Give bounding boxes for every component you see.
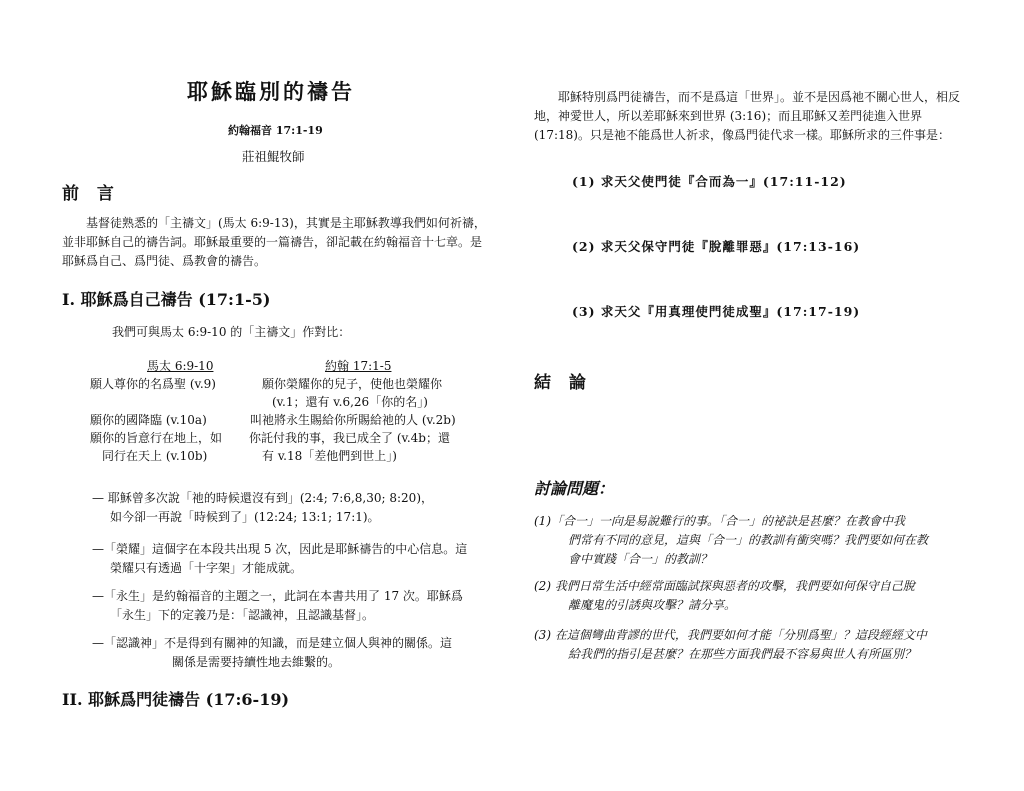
bullet-line: —「認識神」不是得到有關神的知識，而是建立個人與神的關係。這 [92, 636, 453, 650]
compare-row: 願你榮耀你的兒子，使他也榮耀你 [262, 377, 443, 391]
section2-heading: II. 耶穌爲門徒禱告 (17:6-19) [62, 690, 290, 709]
compare-row: 願你的國降臨 (v.10a) [90, 413, 207, 427]
compare-row: 同行在天上 (v.10b) [102, 449, 208, 463]
bullet-line: 如今卻一再說「時候到了」(12:24; 13:1; 17:1)。 [110, 510, 380, 524]
compare-row: 有 v.18「差他們到世上」) [262, 449, 397, 463]
bullet-line: —「榮耀」這個字在本段共出現 5 次，因此是耶穌禱告的中心信息。這 [92, 542, 468, 556]
compare-left-head: 馬太 6:9-10 [147, 359, 214, 373]
question-line: 給我們的指引是甚麼？在那些方面我們最不容易與世人有所區別？ [568, 647, 917, 661]
bullet-line: 關係是需要持續性地去維繫的。 [172, 655, 341, 669]
question-line: 們常有不同的意見，這與「合一」的教訓有衝突嗎？我們要如何在教 [568, 533, 929, 547]
conclusion-heading: 結 論 [534, 373, 592, 393]
question-line: 會中實踐「合一」的教訓？ [568, 552, 713, 566]
compare-row: 願人尊你的名爲聖 (v.9) [90, 377, 216, 391]
request-item: (1) 求天父使門徒『合而為一』(17:11-12) [572, 174, 847, 189]
author-name: 莊祖鯤牧師 [242, 149, 305, 164]
question-line: 離魔鬼的引誘與攻擊？請分享。 [568, 598, 737, 612]
compare-row: 願你的旨意行在地上，如 [90, 431, 223, 445]
bullet-line: —「永生」是約翰福音的主題之一，此詞在本書共用了 17 次。耶穌爲 [92, 589, 463, 603]
request-item: (2) 求天父保守門徒『脫離罪惡』(17:13-16) [572, 239, 861, 254]
compare-right-head: 約翰 17:1-5 [325, 359, 392, 373]
section2-intro: 耶穌特別爲門徒禱告，而不是爲這「世界」。並不是因爲祂不關心世人，相反地，神愛世人，所以差耶穌來到世界 (3:16)；而且耶穌又差門徒進入世界 (17:18)。只是祂不能爲世人祈求，像爲門徒代求一樣。耶穌所求的三件事是： [534, 90, 961, 142]
compare-row: 叫祂將永生賜給你所賜給祂的人 (v.2b) [250, 413, 456, 427]
bullet-line: 榮耀只有透過「十字架」才能成就。 [110, 561, 303, 575]
compare-row: (v.1；還有 v.6,26「你的名」) [272, 395, 428, 409]
scripture-reference: 約翰福音 17:1-19 [228, 124, 323, 137]
question-line: (2) 我們日常生活中經常面臨試探與惡者的攻擊，我們要如何保守自己脫 [534, 579, 915, 593]
bullet-line: 「永生」下的定義乃是：「認識神，且認識基督」。 [110, 608, 375, 622]
page-title: 耶穌臨別的禱告 [187, 79, 355, 104]
section1-heading: I. 耶穌爲自己禱告 (17:1-5) [62, 290, 271, 309]
bullet-line: — 耶穌曾多次說「祂的時候還沒有到」(2:4; 7:6,8,30; 8:20)， [92, 491, 433, 505]
intro-heading: 前 言 [62, 184, 120, 204]
discussion-heading: 討論問題： [534, 479, 615, 498]
compare-intro: 我們可與馬太 6:9-10 的「主禱文」作對比： [112, 325, 351, 339]
request-item: (3) 求天父『用真理使門徒成聖』(17:17-19) [572, 304, 861, 319]
intro-paragraph: 基督徒熟悉的「主禱文」(馬太 6:9-13)，其實是主耶穌教導我們如何祈禱，並非耶穌自己的禱告詞。耶穌最重要的一篇禱告，卻記載在約翰福音十七章。是耶穌爲自己、爲門徒、爲教會的禱告。 [62, 216, 486, 268]
question-line: (3) 在這個彎曲背謬的世代，我們要如何才能「分別爲聖」？這段經經文中 [534, 628, 927, 642]
question-line: (1)「合一」一向是易說難行的事。「合一」的祕訣是甚麼？在教會中我 [534, 514, 906, 528]
compare-row: 你託付我的事，我已成全了 (v.4b；還 [249, 431, 450, 445]
